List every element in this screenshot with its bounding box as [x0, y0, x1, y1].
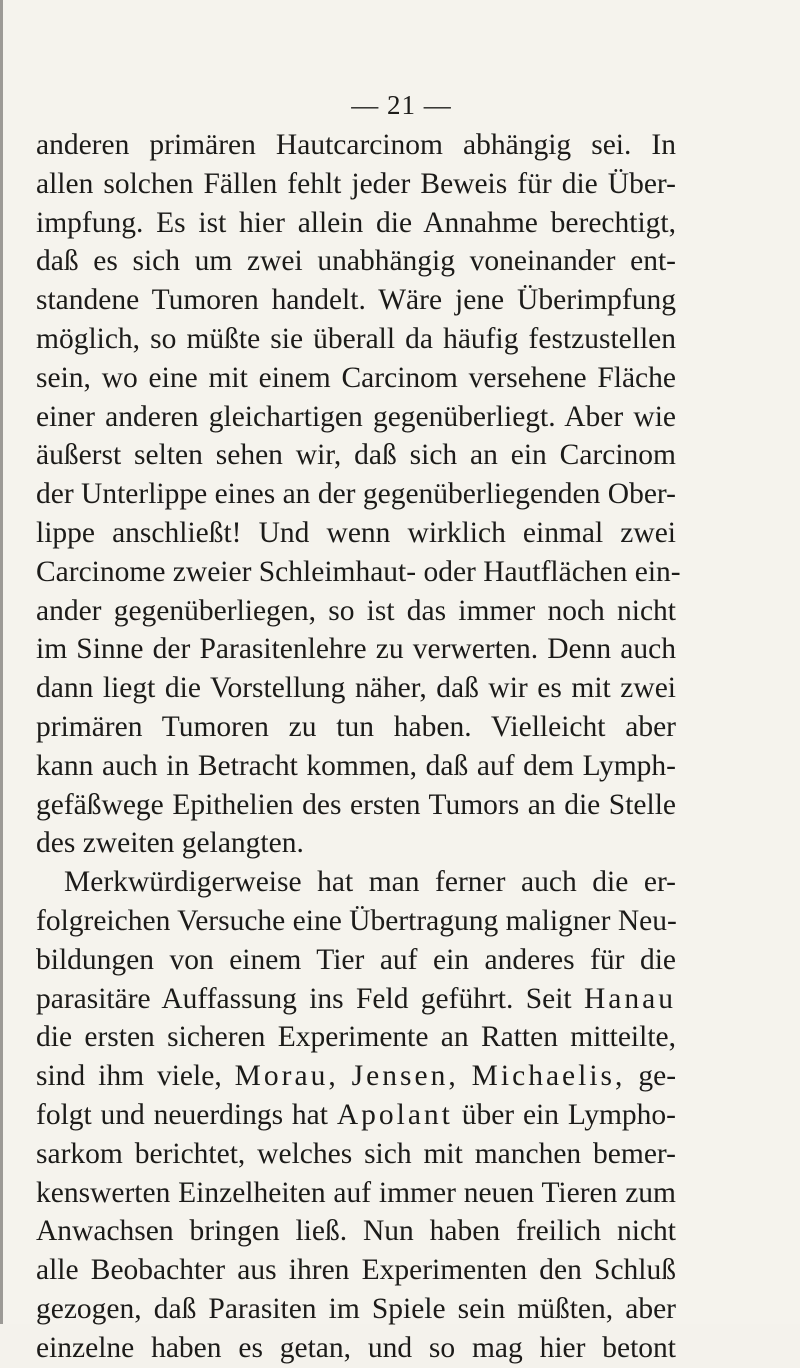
- text-segment: ge-: [638, 1060, 677, 1093]
- text-line: im Sinne der Parasitenlehre zu verwerten. Denn auch: [36, 633, 676, 666]
- paragraph-1: [36, 126, 681, 863]
- text-segment: parasitäre Auffassung ins Feld geführt. Seit: [36, 982, 572, 1015]
- text-line: [36, 1057, 676, 1096]
- text-line: Anwachsen bringen ließ. Nun haben freilich nicht: [36, 1215, 676, 1248]
- text-line: ander gegenüberliegen, so ist das immer noch nicht: [36, 594, 676, 627]
- text-line: die ersten sicheren Experimente an Ratten mitteilte,: [36, 1021, 676, 1054]
- author-name-michaelis: Michaelis,: [471, 1060, 626, 1093]
- text-line: kenswerten Einzelheiten auf immer neuen Tieren zum: [36, 1176, 676, 1209]
- author-name-hanau: Hanau: [584, 982, 676, 1015]
- text-line: [36, 980, 676, 1019]
- text-line: äußerst selten sehen wir, daß sich an ein Carcinom: [36, 439, 676, 472]
- text-line: Merkwürdigerweise hat man ferner auch die er-: [64, 866, 676, 899]
- text-line: gefäßwege Epithelien des ersten Tumors an die Stelle: [36, 788, 676, 821]
- text-line: allen solchen Fällen fehlt jeder Beweis für die Über-: [36, 167, 676, 200]
- author-name-jensen: Jensen,: [351, 1060, 459, 1093]
- text-line: alle Beobachter aus ihren Experimenten den Schluß: [36, 1254, 676, 1287]
- body-text: [36, 126, 681, 1368]
- text-line: gezogen, daß Parasiten im Spiele sein müßten, aber: [36, 1292, 676, 1325]
- text-line: dann liegt die Vorstellung näher, daß wir es mit zwei: [36, 672, 676, 705]
- paragraph-2: [36, 863, 676, 1367]
- text-line: lippe anschließt! Und wenn wirklich einmal zwei: [36, 516, 676, 549]
- text-line: standene Tumoren handelt. Wäre jene Überimpfung: [36, 284, 676, 317]
- text-line: des zweiten gelangten.: [36, 827, 304, 860]
- text-segment: folgt und neuerdings hat: [36, 1098, 328, 1131]
- text-line: der Unterlippe eines an der gegenüberliegenden Ober-: [36, 478, 676, 511]
- text-line: einer anderen gleichartigen gegenüberliegt. Aber wie: [36, 400, 676, 433]
- author-name-morau: Morau,: [234, 1060, 339, 1093]
- text-line: daß es sich um zwei unabhängig voneinander ent-: [36, 245, 676, 278]
- text-line: [36, 1096, 676, 1135]
- text-line: möglich, so müßte sie überall da häufig festzustellen: [36, 322, 676, 355]
- author-name-apolant: Apolant: [336, 1098, 453, 1131]
- text-line: primären Tumoren zu tun haben. Vielleicht aber: [36, 710, 676, 743]
- text-line: Carcinome zweier Schleimhaut- oder Hautflächen ein-: [36, 555, 681, 588]
- text-line: folgreichen Versuche eine Übertragung maligner Neu-: [36, 904, 677, 937]
- text-line: impfung. Es ist hier allein die Annahme berechtigt,: [36, 206, 676, 239]
- text-line: kann auch in Betracht kommen, daß auf dem Lymph-: [36, 749, 676, 782]
- text-line: sarkom berichtet, welches sich mit manchen bemer-: [36, 1137, 676, 1170]
- text-line: anderen primären Hautcarcinom abhängig sei. In: [36, 129, 676, 161]
- page-number: — 21 —: [351, 90, 452, 120]
- text-segment: über ein Lympho-: [461, 1098, 677, 1131]
- text-line: einzelne haben es getan, und so mag hier betont: [36, 1331, 676, 1364]
- text-line: sein, wo eine mit einem Carcinom versehene Fläche: [36, 361, 676, 394]
- text-segment: sind ihm viele,: [36, 1060, 222, 1093]
- text-line: bildungen von einem Tier auf ein anderes für die: [36, 943, 676, 976]
